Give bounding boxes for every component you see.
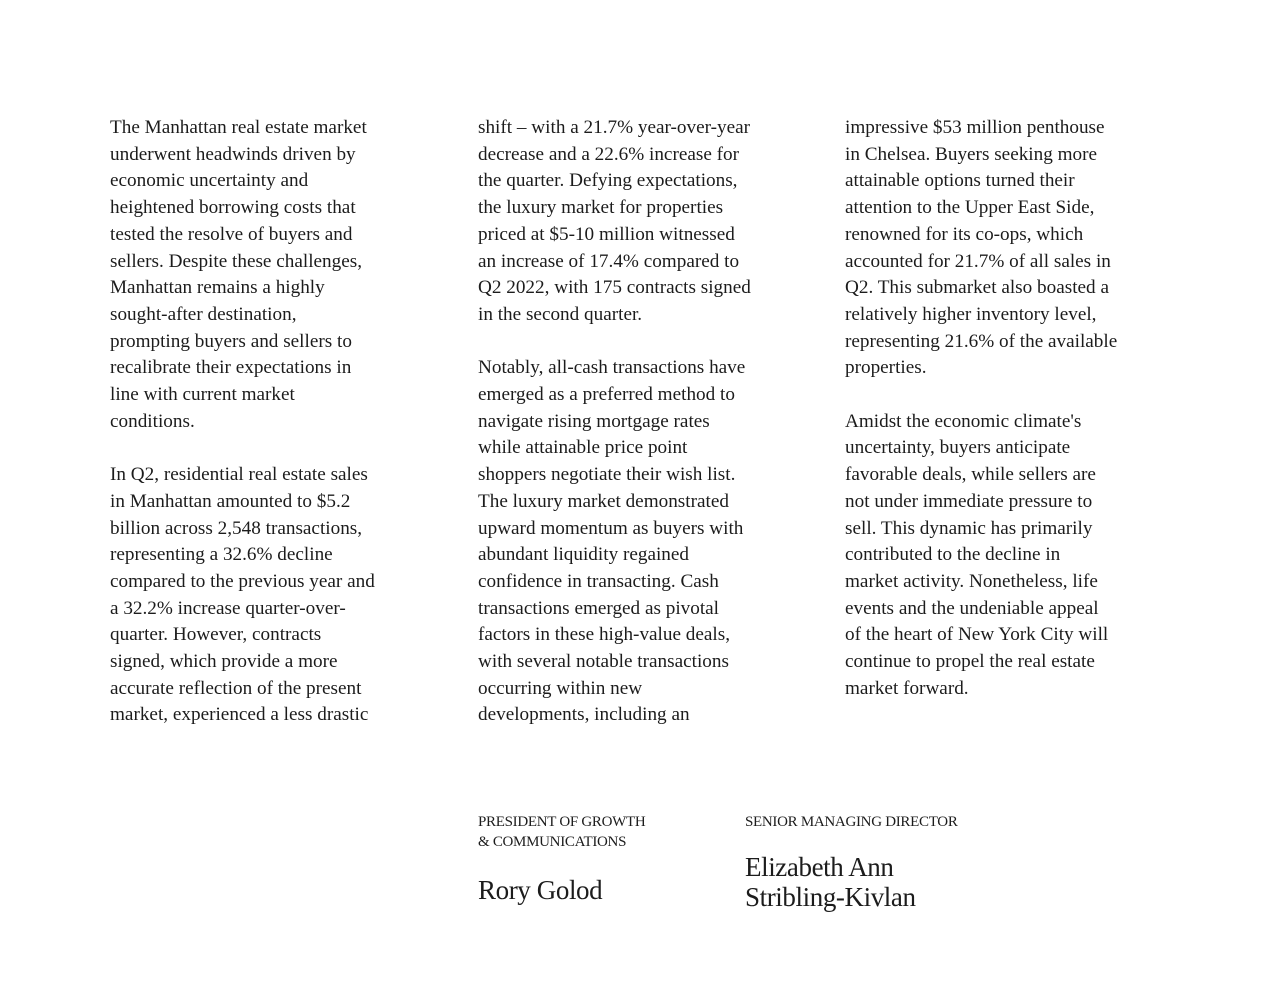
paragraph: Amidst the economic climate's uncertainty, buyers anticipate favorable deals, while sellers are not under immediate pressure to sell. This dynamic has primarily contributed to the decline in market activity. Nonetheless, life events and the undeniable appeal of the heart of New York City will continue to propel the real estate market forward. <box>845 410 1109 699</box>
paragraph: shift – with a 21.7% year-over-year decrease and a 22.6% increase for the quarter. Defying expectations, the luxury market for properties priced at $5-10 million witnessed an increase of 17.4% compared to Q2 2022, with 175 contracts signed in the second quarter. <box>478 117 751 325</box>
signature-name: Rory Golod <box>478 875 603 905</box>
signature-name: Elizabeth Ann Stribling-Kivlan <box>745 852 916 912</box>
signature-title: PRESIDENT OF GROWTH & COMMUNICATIONS <box>478 814 646 850</box>
text-column-2 <box>478 115 818 756</box>
paragraph: Notably, all-cash transactions have emerged as a preferred method to navigate rising mortgage rates while attainable price point shoppers negotiate their wish list. The luxury market demonstrated upward momentum as buyers with abundant liquidity regained confidence in transacting. Cash transactions emerged as pivotal factors in these high-value deals, with several notable transactions occurring within new developments, including an <box>478 357 746 726</box>
paragraph: impressive $53 million penthouse in Chelsea. Buyers seeking more attainable options turned their attention to the Upper East Side, renowned for its co-ops, which accounted for 21.7% of all sales in Q2. This submarket also boasted a relatively higher inventory level, representing 21.6% of the available properties. <box>845 117 1118 379</box>
paragraph: The Manhattan real estate market underwent headwinds driven by economic uncertainty and heightened borrowing costs that tested the resolve of buyers and sellers. Despite these challenges, Manhattan remains a highly sought-after destination, prompting buyers and sellers to recalibrate their expectations in line with current market conditions. <box>110 117 367 432</box>
text-column-1 <box>110 115 450 756</box>
signature-block-director <box>745 812 1025 912</box>
signature-title: SENIOR MANAGING DIRECTOR <box>745 814 958 830</box>
text-column-3 <box>845 115 1185 729</box>
signature-block-president <box>478 812 718 905</box>
paragraph: In Q2, residential real estate sales in Manhattan amounted to $5.2 billion across 2,548 transactions, representing a 32.6% decline compared to the previous year and a 32.2% increase quarter-over- quarter. However, contracts signed, which provide a more accurate reflection of the present market, experienced a less drastic <box>110 464 375 726</box>
